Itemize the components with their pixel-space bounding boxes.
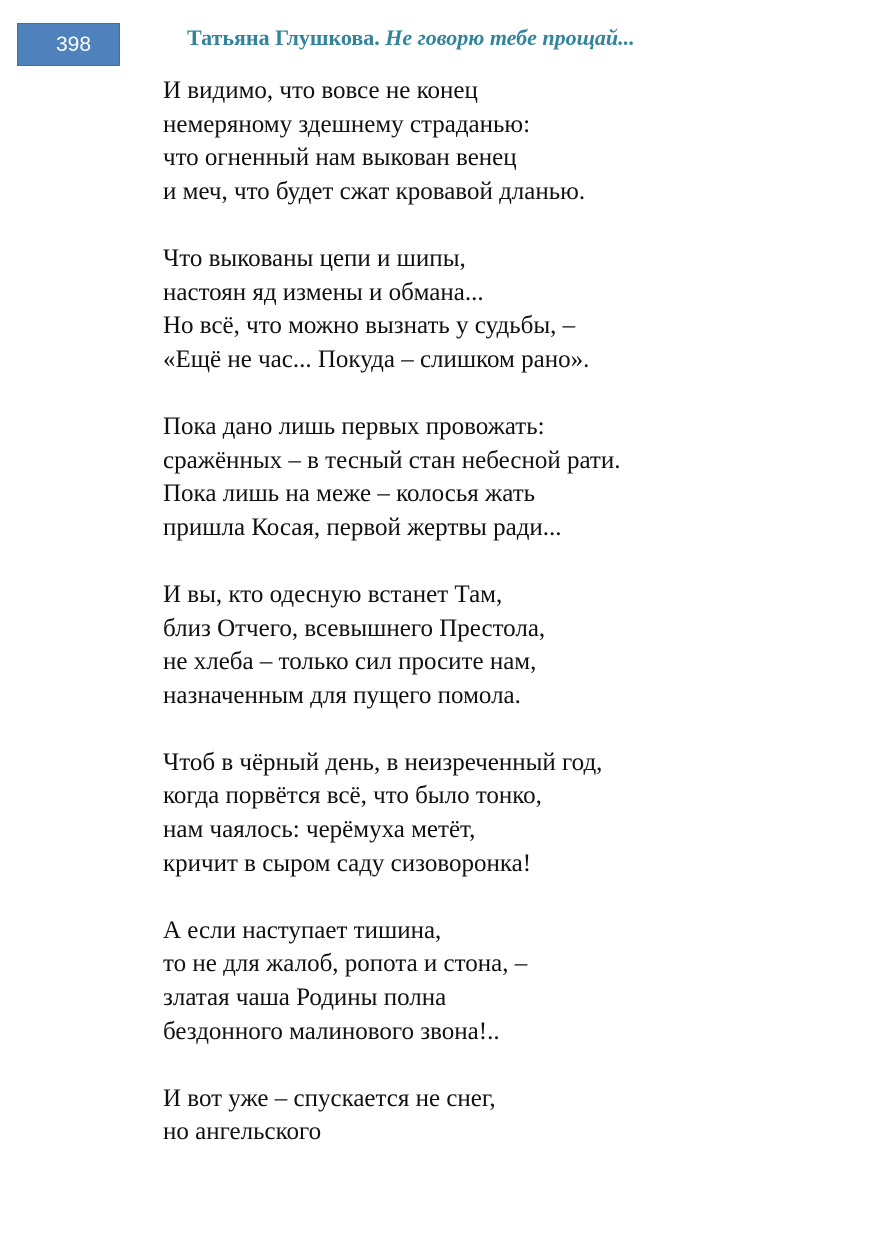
poem-line: немеряному здешнему страданью: <box>163 110 531 138</box>
poem-line: и меч, что будет сжат кровавой дланью. <box>163 177 586 205</box>
poem-line: златая чаша Родины полна <box>163 984 447 1012</box>
poem-line: бездонного малинового звона!.. <box>163 1017 500 1045</box>
poem-line: кричит в сыром саду сизоворонка! <box>163 849 532 877</box>
poem-line: нам чаялось: черёмуха метёт, <box>163 816 476 844</box>
poem-line: назначенным для пущего помола. <box>163 681 521 709</box>
stanza <box>163 914 823 1048</box>
poem-line: Что выкованы цепи и шипы, <box>163 244 466 272</box>
poem-line: И вот уже – спускается не снег, <box>163 1084 496 1112</box>
stanza <box>163 74 823 208</box>
poem-line: «Ещё не час... Покуда – слишком рано». <box>163 345 590 373</box>
stanza <box>163 746 823 880</box>
poem-line: сражённых – в тесный стан небесной рати. <box>163 446 621 474</box>
poem-line: Пока лишь на меже – колосья жать <box>163 480 536 508</box>
poem-line: пришла Косая, первой жертвы ради... <box>163 513 562 541</box>
poem-line: настоян яд измены и обмана... <box>163 278 484 306</box>
poem-line: но ангельского <box>163 1118 322 1146</box>
poem-line: Но всё, что можно вызнать у судьбы, – <box>163 312 576 340</box>
poem-line: когда порвётся всё, что было тонко, <box>163 782 542 810</box>
stanza <box>163 410 823 544</box>
page-number-badge <box>17 23 120 66</box>
poem-line: не хлеба – только сил просите нам, <box>163 648 537 676</box>
stanza <box>163 578 823 712</box>
page-number: 398 <box>56 33 92 56</box>
poem-line: Чтоб в чёрный день, в неизреченный год, <box>163 748 603 776</box>
header-book-title: Не говорю тебе прощай... <box>385 25 635 50</box>
poem-line: Пока дано лишь первых провожать: <box>163 412 545 440</box>
poem-line: И вы, кто одесную встанет Там, <box>163 580 503 608</box>
poem-line: А если наступает тишина, <box>163 916 442 944</box>
poem-line: И видимо, что вовсе не конец <box>163 77 478 104</box>
running-header <box>187 24 635 52</box>
poem-body <box>163 74 823 1183</box>
poem-line: близ Отчего, всевышнего Престола, <box>163 614 546 642</box>
poem-line: что огненный нам выкован венец <box>163 144 517 172</box>
poem-line: то не для жалоб, ропота и стона, – <box>163 950 528 978</box>
stanza <box>163 242 823 376</box>
stanza <box>163 1082 823 1149</box>
header-author: Татьяна Глушкова. <box>187 25 380 50</box>
